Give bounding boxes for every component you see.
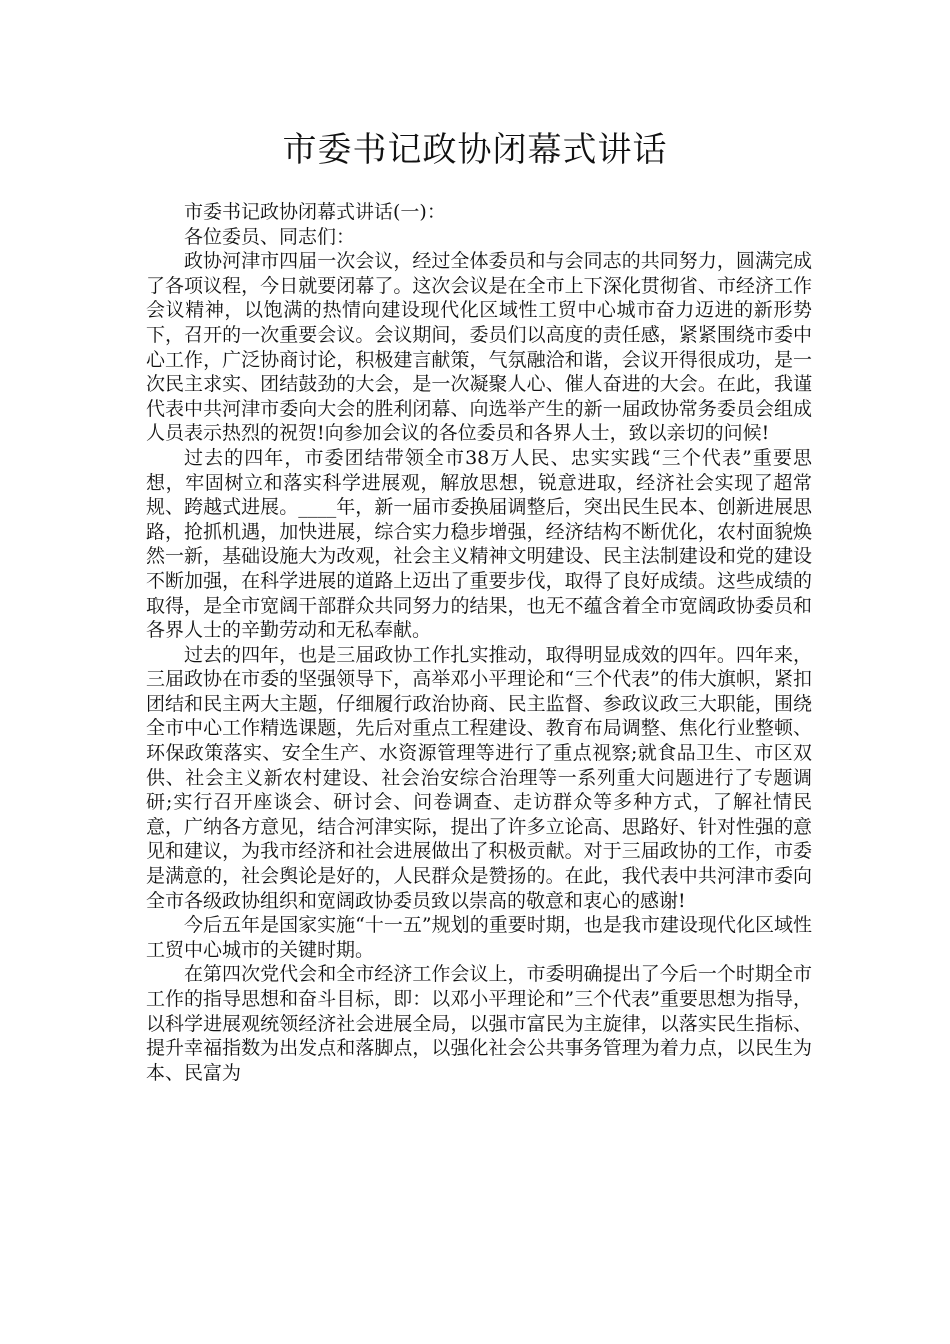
paragraph-salutation: 各位委员、同志们： — [184, 225, 356, 248]
paragraph-cppcc-work: 过去的四年，也是三届政协工作扎实推动，取得明显成效的四年。四年来，三届政协在市委的坚强领导下，高举邓小平理论和“三个代表”的伟大旗帜，紧扣团结和民主两大主题，仔细履行政治协商、民主监督、参政议政三大职能，围绕全市中心工作精选课题，先后对重点工程建设、教育布局调整、焦化行业整顿、环保政策落实、安全生产、水资源管理等进行了重点视察;就食品卫生、市区双供、社会主义新农村建设、社会治安综合治理等一系列重大问题进行了专题调研;实行召开座谈会、研讨会、问卷调查、走访群众等多种方式，了解社情民意，广纳各方意见，结合河津实际，提出了许多立论高、思路好、针对性强的意见和建议，为我市经济和社会进展做出了积极贡献。对于三届政协的工作，市委是满意的，社会舆论是好的，人民群众是赞扬的。在此，我代表中共河津市委向全市各级政协组织和宽阔政协委员致以崇高的敬意和衷心的感谢! — [146, 643, 812, 912]
paragraph-guiding-thought: 在第四次党代会和全市经济工作会议上，市委明确提出了今后一个时期全市工作的指导思想和奋斗目标，即：以邓小平理论和”三个代表”重要思想为指导，以科学进展观统领经济社会进展全局，以强市富民为主旋律，以落实民生指标、提升幸福指数为出发点和落脚点，以强化社会公共事务管理为着力点，以民生为本、民富为 — [146, 963, 812, 1084]
paragraph-past-four-years: 过去的四年，市委团结带领全市38万人民、忠实实践“三个代表”重要思想，牢固树立和落实科学进展观，解放思想，锐意进取，经济社会实现了超常规、跨越式进展。____年，新一届市委换届调整后，突出民生民本、创新进展思路，抢抓机遇，加快进展，综合实力稳步增强，经济结构不断优化，农村面貌焕然一新，基础设施大为改观，社会主义精神文明建设、民主法制建设和党的建设不断加强，在科学进展的道路上迈出了重要步伐，取得了良好成绩。这些成绩的取得，是全市宽阔干部群众共同努力的结果，也无不蕴含着全市宽阔政协委员和各界人士的辛勤劳动和无私奉献。 — [146, 446, 812, 642]
paragraph-opening: 政协河津市四届一次会议，经过全体委员和与会同志的共同努力，圆满完成了各项议程，今日就要闭幕了。这次会议是在全市上下深化贯彻省、市经济工作会议精神，以饱满的热情向建设现代化区域性工贸中心城市奋力迈进的新形势下，召开的一次重要会议。会议期间，委员们以高度的责任感，紧紧围绕市委中心工作，广泛协商讨论，积极建言献策，气氛融洽和谐，会议开得很成功，是一次民主求实、团结鼓劲的大会，是一次凝聚人心、催人奋进的大会。在此，我谨代表中共河津市委向大会的胜利闭幕、向选举产生的新一届政协常务委员会组成人员表示热烈的祝贺!向参加会议的各位委员和各界人士，致以亲切的问候! — [146, 250, 812, 445]
document-body — [146, 200, 812, 1085]
paragraph-subtitle: 市委书记政协闭幕式讲话(一)： — [184, 201, 446, 223]
document-title: 市委书记政协闭幕式讲话 — [282, 130, 668, 170]
paragraph-next-five-years: 今后五年是国家实施“十一五”规划的重要时期，也是我市建设现代化区域性工贸中心城市的关键时期。 — [146, 914, 812, 961]
